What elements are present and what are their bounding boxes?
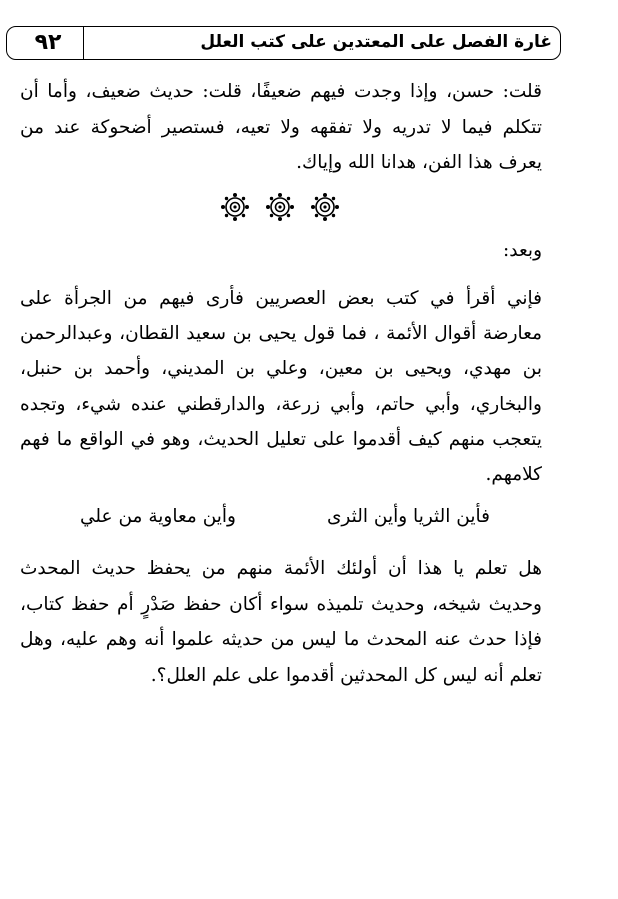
main-paragraph-block <box>20 281 542 492</box>
main-paragraph: فإني أقرأ في كتب بعض العصريين فأرى فيهم من الجرأة على معارضة أقوال الأئمة ، فما قول يحيى بن سعيد القطان، وعبدالرحمن بن مهدي، ويحيى بن معين، وعلي بن المديني، وأحمد بن حنبل، والبخاري، وأبي حاتم، وأبي زرعة، والدارقطني عنده شيء، وتجده يتعجب منهم كيف أقدموا على تعليل الحديث، وهو في الواقع ما فهم كلامهم. <box>20 288 542 486</box>
section-heading: وبعد: <box>503 240 542 261</box>
flower-ornament-icon <box>310 192 340 222</box>
intro-block <box>20 74 542 181</box>
section-ornaments <box>220 192 340 222</box>
flower-ornament-icon <box>220 192 250 222</box>
page-number: ٩٢ <box>34 30 62 55</box>
closing-paragraph: هل تعلم يا هذا أن أولئك الأئمة منهم من يحفظ حديث المحدث وحديث شيخه، وحديث تلميذه سواء أكان حفظ صَدْرٍ أم حفظ كتاب، فإذا حدث عنه المحدث ما ليس من حديثه علموا أنه وهم عليه، وهل تعلم أنه ليس كل المحدثين أقدموا على علم العلل؟. <box>20 558 542 686</box>
page-header <box>6 26 561 60</box>
header-divider <box>83 27 84 59</box>
verse-second-hemistich: وأين معاوية من علي <box>80 506 236 527</box>
verse-first-hemistich: فأين الثريا وأين الثرى <box>326 506 490 527</box>
flower-ornament-icon <box>265 192 295 222</box>
book-title: غارة الفصل على المعتدين على كتب العلل <box>200 32 552 52</box>
poetry-verse <box>60 506 500 536</box>
intro-paragraph: قلت: حسن، وإذا وجدت فيهم ضعيفًا، قلت: حديث ضعيف، وأما أن تتكلم فيما لا تدريه ولا تفقهه ولا تعيه، فستصير أضحوكة عند من يعرف هذا الفن، هدانا الله وإياك. <box>20 81 542 174</box>
closing-paragraph-block <box>20 551 542 693</box>
